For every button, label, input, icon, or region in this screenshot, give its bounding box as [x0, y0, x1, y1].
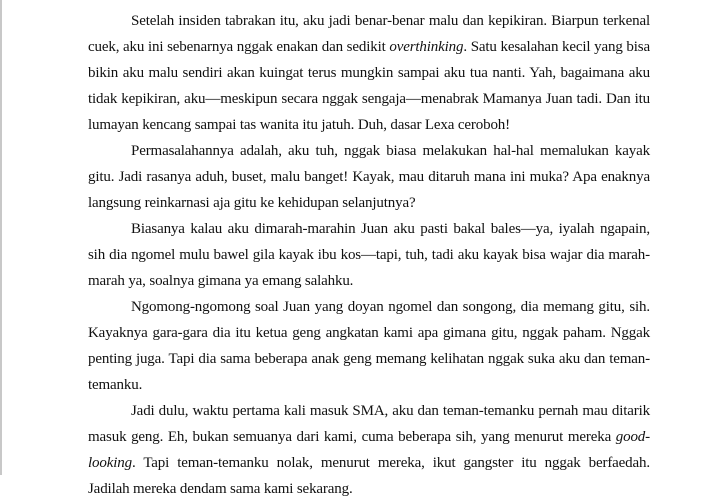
- paragraph-5-italic-good-looking: good-looking: [88, 429, 650, 471]
- paragraph-3: [88, 216, 650, 294]
- paragraph-1-text-b: . Satu kesalahan kecil yang bisa bikin aku malu sendiri akan kuingat terus mungkin sampai aku tua nanti. Yah, bagaimana aku tidak kepikiran, aku—meskipun secara nggak sengaja—menabrak Mamanya Juan tadi. Dan itu lumayan kencang sampai tas wanita itu jatuh. Duh, dasar Lexa ceroboh!: [88, 39, 650, 133]
- paragraph-2-text: Permasalahannya adalah, aku tuh, nggak biasa melakukan hal-hal memalukan kayak gitu. Jadi rasanya aduh, buset, malu banget! Kayak, mau ditaruh mana ini muka? Apa enaknya langsung reinkarnasi aja gitu ke kehidupan selanjutnya?: [88, 143, 650, 211]
- document-body[interactable]: [88, 8, 650, 502]
- paragraph-1-italic-overthinking: overthinking: [389, 39, 464, 55]
- paragraph-5: [88, 398, 650, 502]
- paragraph-4: [88, 294, 650, 398]
- paragraph-1: [88, 8, 650, 138]
- paragraph-2: [88, 138, 650, 216]
- paragraph-1-text-a: Setelah insiden tabrakan itu, aku jadi benar-benar malu dan kepikiran. Biarpun terkenal cuek, aku ini sebenarnya nggak enakan dan sedikit: [88, 13, 650, 55]
- paragraph-3-text: Biasanya kalau aku dimarah-marahin Juan aku pasti bakal bales—ya, iyalah ngapain, sih dia ngomel mulu bawel gila kayak ibu kos—tapi, tuh, tadi aku kayak bisa wajar dia marah-marah ya, soalnya gimana ya emang salahku.: [88, 221, 650, 289]
- paragraph-5-text-a: Jadi dulu, waktu pertama kali masuk SMA, aku dan teman-temanku pernah mau ditarik masuk geng. Eh, bukan semuanya dari kami, cuma beberapa sih, yang menurut mereka: [88, 403, 650, 445]
- paragraph-5-text-b: . Tapi teman-temanku nolak, menurut mereka, ikut gangster itu nggak berfaedah. Jadilah mereka dendam sama kami sekarang.: [88, 455, 650, 497]
- paragraph-4-text: Ngomong-ngomong soal Juan yang doyan ngomel dan songong, dia memang gitu, sih. Kayaknya gara-gara dia itu ketua geng angkatan kami apa gimana gitu, nggak paham. Nggak penting juga. Tapi dia sama beberapa anak geng memang kelihatan nggak suka aku dan teman-temanku.: [88, 299, 650, 393]
